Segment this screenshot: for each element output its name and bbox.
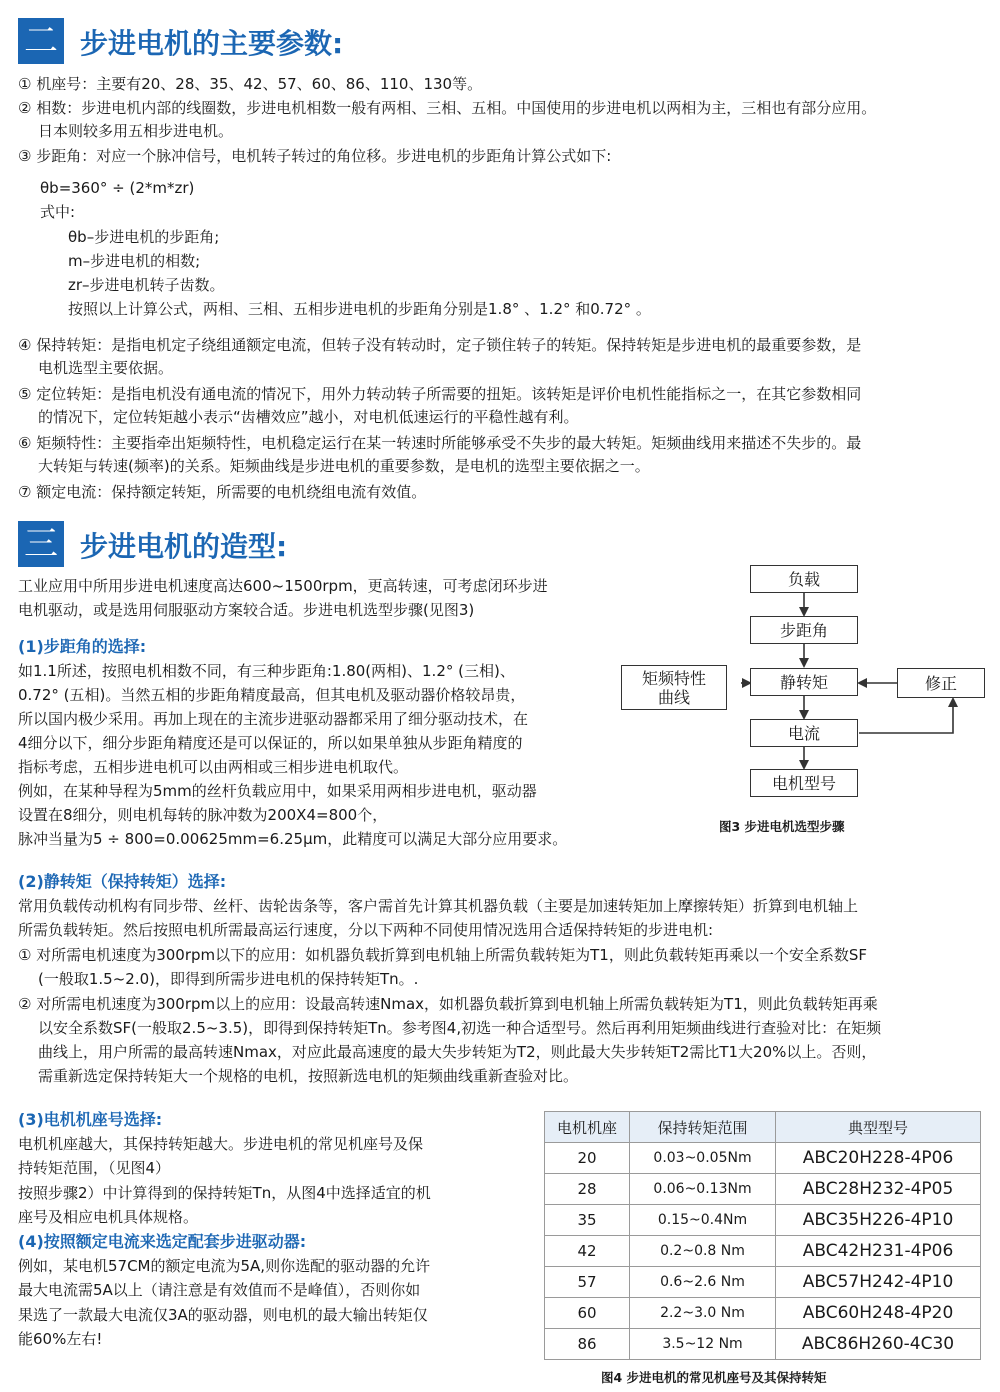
cell-torque: 3.5~12 Nm: [630, 1329, 776, 1360]
arrow-current-to-correct: [859, 699, 953, 733]
flow-step-step-angle: 步距角: [750, 616, 858, 644]
flow-side-correction: 修正: [897, 668, 985, 698]
sub3-title: (3)电机机座号选择:: [18, 1110, 163, 1129]
param-line: 大转矩与转速(频率)的关系。矩频曲线是步进电机的重要参数，是电机的选型主要依据之一。: [38, 457, 650, 475]
cell-torque: 0.2~0.8 Nm: [630, 1236, 776, 1267]
flow-step-load: 负载: [750, 565, 858, 593]
param-line: ⑦ 额定电流：保持额定转矩，所需要的电机绕组电流有效值。: [18, 483, 427, 501]
flow-step-static-torque: 静转矩: [750, 668, 858, 696]
sub4-line: 能60%左右!: [18, 1330, 103, 1348]
formula: θb=360° ÷ (2*m*zr): [40, 179, 195, 197]
sub1-line: 设置在8细分，则电机每转的脉冲数为200X4=800个，: [18, 806, 388, 824]
cell-model: ABC35H226-4P10: [776, 1205, 981, 1236]
table-row: [545, 1174, 981, 1205]
cell-torque: 2.2~3.0 Nm: [630, 1298, 776, 1329]
cell-frame: 35: [545, 1205, 630, 1236]
cell-model: ABC57H242-4P10: [776, 1267, 981, 1298]
param-line: ① 机座号：主要有20、28、35、42、57、60、86、110、130等。: [18, 75, 483, 93]
sub2-line: 曲线上，用户所需的最高转速Nmax，对应此最高速度的最大失步转矩为T2，则此最大失步转矩T2需比T1大20%以上。否则，: [38, 1043, 877, 1061]
table-row: [545, 1143, 981, 1174]
sub4-line: 最大电流需5A以上（请注意是有效值而不是峰值），否则你如: [18, 1281, 421, 1299]
param-line: 的情况下，定位转矩越小表示“齿槽效应”越小，对电机低速运行的平稳性越有利。: [38, 408, 579, 426]
cell-torque: 0.03~0.05Nm: [630, 1143, 776, 1174]
sub1-line: 4细分以下，细分步距角精度还是可以保证的，所以如果单独从步距角精度的: [18, 734, 523, 752]
intro-line: 电机驱动，或是选用伺服驱动方案较合适。步进电机选型步骤(见图3): [18, 601, 475, 619]
cell-frame: 42: [545, 1236, 630, 1267]
sub4-line: 例如，某电机57CM的额定电流为5A,则你选配的驱动器的允许: [18, 1257, 431, 1275]
cell-model: ABC28H232-4P05: [776, 1174, 981, 1205]
flow-step-motor-model: 电机型号: [750, 769, 858, 797]
cell-frame: 60: [545, 1298, 630, 1329]
cell-torque: 0.6~2.6 Nm: [630, 1267, 776, 1298]
formula-var: θb–步进电机的步距角;: [68, 228, 220, 246]
table-header-row: [545, 1112, 981, 1143]
intro-line: 工业应用中所用步进电机速度高达600~1500rpm，更高转速，可考虑闭环步进: [18, 577, 548, 595]
table-row: [545, 1298, 981, 1329]
header-typical-model: 典型型号: [776, 1112, 981, 1143]
section-2-title: 步进电机的主要参数:: [80, 27, 344, 60]
sub1-line: 指标考虑，五相步进电机可以由两相或三相步进电机取代。: [18, 758, 409, 776]
formula-result: 按照以上计算公式，两相、三相、五相步进电机的步距角分别是1.8° 、1.2° 和0.72° 。: [68, 300, 651, 318]
cell-model: ABC86H260-4C30: [776, 1329, 981, 1360]
header-torque-range: 保持转矩范围: [630, 1112, 776, 1143]
cell-frame: 20: [545, 1143, 630, 1174]
cell-torque: 0.15~0.4Nm: [630, 1205, 776, 1236]
header-frame: 电机机座: [545, 1112, 630, 1143]
sub1-line: 0.72° (五相)。当然五相的步距角精度最高，但其电机及驱动器价格较昂贵，: [18, 686, 526, 704]
sub3-line: 持转矩范围，（见图4）: [18, 1159, 171, 1177]
figure-4-caption: 图4 步进电机的常见机座号及其保持转矩: [601, 1370, 827, 1385]
sub2-line: (一般取1.5~2.0)，即得到所需步进电机的保持转矩Tn。.: [38, 970, 419, 988]
sub3-line: 按照步骤2）中计算得到的保持转矩Tn，从图4中选择适宜的机: [18, 1184, 431, 1202]
table-row: [545, 1329, 981, 1360]
flow-side-torque-curve: 矩频特性曲线: [621, 665, 727, 710]
figure-3-caption: 图3 步进电机选型步骤: [719, 819, 845, 834]
section-3-badge: 三: [18, 521, 64, 567]
sub3-line: 座号及相应电机具体规格。: [18, 1208, 199, 1226]
sub1-title: (1)步距角的选择:: [18, 637, 147, 656]
formula-var: zr–步进电机转子齿数。: [68, 276, 225, 294]
sub2-line: 以安全系数SF(一般取2.5~3.5)，即得到保持转矩Tn。参考图4,初选一种合适型号。然后再利用矩频曲线进行查验对比：在矩频: [38, 1019, 882, 1037]
table-row: [545, 1205, 981, 1236]
table-row: [545, 1236, 981, 1267]
cell-model: ABC20H228-4P06: [776, 1143, 981, 1174]
sub1-line: 例如，在某种导程为5mm的丝杆负载应用中，如果采用两相步进电机，驱动器: [18, 782, 537, 800]
sub2-line: 需重新选定保持转矩大一个规格的电机，按照新选电机的矩频曲线重新查验对比。: [38, 1067, 579, 1085]
cell-frame: 86: [545, 1329, 630, 1360]
sub2-line: 常用负载传动机构有同步带、丝杆、齿轮齿条等，客户需首先计算其机器负载（主要是加速转矩加上摩擦转矩）折算到电机轴上: [18, 897, 859, 915]
param-line: 日本则较多用五相步进电机。: [38, 122, 234, 140]
sub1-line: 所以国内极少采用。再加上现在的主流步进驱动器都采用了细分驱动技术，在: [18, 710, 529, 728]
sub4-title: (4)按照额定电流来选定配套步进驱动器:: [18, 1232, 307, 1251]
table-row: [545, 1267, 981, 1298]
cell-torque: 0.06~0.13Nm: [630, 1174, 776, 1205]
section-2-badge: 二: [18, 18, 64, 64]
sub4-line: 果选了一款最大电流仅3A的驱动器，则电机的最大输出转矩仅: [18, 1306, 428, 1324]
param-line: ② 相数：步进电机内部的线圈数，步进电机相数一般有两相、三相、五相。中国使用的步进电机以两相为主，三相也有部分应用。: [18, 99, 877, 117]
sub2-title: (2)静转矩（保持转矩）选择:: [18, 872, 227, 891]
formula-where: 式中:: [40, 203, 76, 221]
param-line: ⑥ 矩频特性：主要指牵出矩频特性，电机稳定运行在某一转速时所能够承受不失步的最大转矩。矩频曲线用来描述不失步的。最: [18, 434, 862, 452]
sub2-line: ① 对所需电机速度为300rpm以下的应用：如机器负载折算到电机轴上所需负载转矩为T1，则此负载转矩再乘以一个安全系数SF: [18, 946, 868, 964]
sub2-line: 所需负载转矩。然后按照电机所需最高运行速度，分以下两种不同使用情况选用合适保持转矩的步进电机:: [18, 921, 714, 939]
param-line: ③ 步距角：对应一个脉冲信号，电机转子转过的角位移。步进电机的步距角计算公式如下:: [18, 147, 612, 165]
cell-frame: 28: [545, 1174, 630, 1205]
sub3-line: 电机机座越大，其保持转矩越大。步进电机的常见机座号及保: [18, 1135, 424, 1153]
param-line: 电机选型主要依据。: [38, 359, 174, 377]
frame-size-table: [544, 1111, 981, 1360]
sub1-line: 如1.1所述，按照电机相数不同，有三种步距角:1.80(两相)、1.2° (三相)、: [18, 662, 515, 680]
formula-var: m–步进电机的相数;: [68, 252, 201, 270]
section-3-title: 步进电机的造型:: [80, 530, 288, 563]
flow-step-current: 电流: [750, 719, 858, 747]
cell-model: ABC60H248-4P20: [776, 1298, 981, 1329]
sub2-line: ② 对所需电机速度为300rpm以上的应用：设最高转速Nmax，如机器负载折算到电机轴上所需负载转矩为T1，则此负载转矩再乘: [18, 995, 878, 1013]
sub1-line: 脉冲当量为5 ÷ 800=0.00625mm=6.25μm，此精度可以满足大部分应用要求。: [18, 830, 568, 848]
param-line: ④ 保持转矩：是指电机定子绕组通额定电流，但转子没有转动时，定子锁住转子的转矩。保持转矩是步进电机的最重要参数，是: [18, 336, 862, 354]
cell-frame: 57: [545, 1267, 630, 1298]
cell-model: ABC42H231-4P06: [776, 1236, 981, 1267]
param-line: ⑤ 定位转矩：是指电机没有通电流的情况下，用外力转动转子所需要的扭矩。该转矩是评价电机性能指标之一，在其它参数相同: [18, 385, 862, 403]
